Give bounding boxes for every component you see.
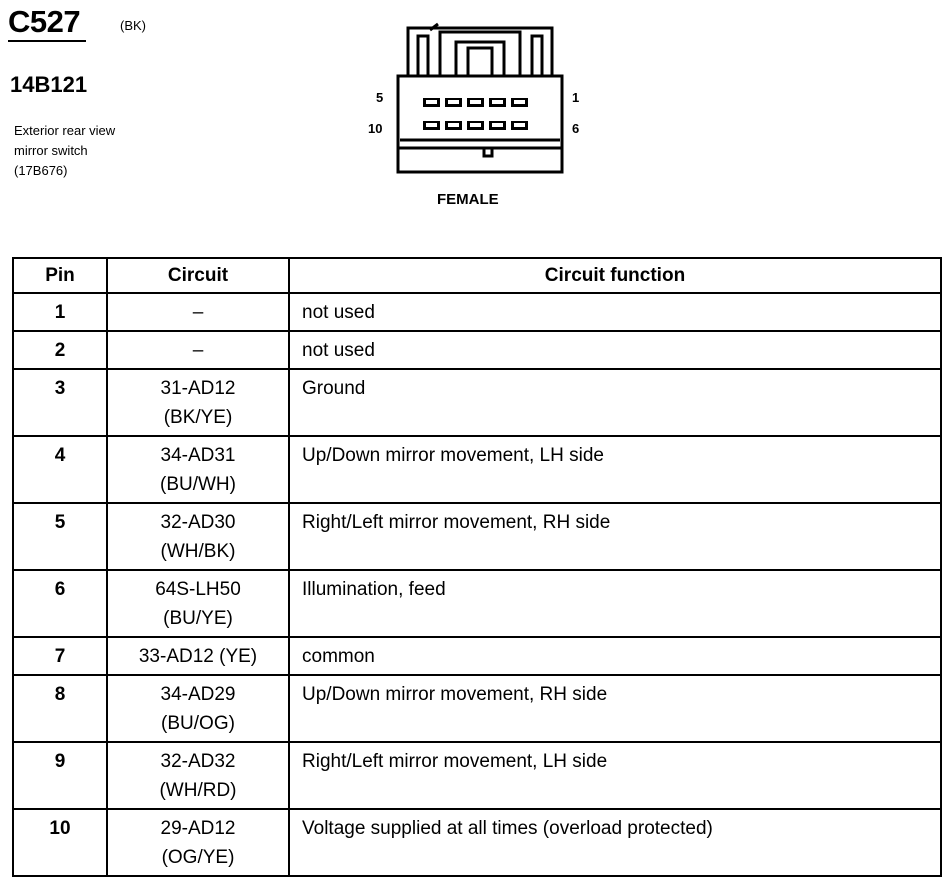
wire-color: (BU/YE)	[163, 608, 233, 629]
pin-number: 7	[13, 637, 107, 675]
pin-number: 2	[13, 331, 107, 369]
wire-color: (BU/OG)	[161, 713, 235, 734]
connector-id: C527	[8, 4, 86, 42]
pin-number: 6	[13, 570, 107, 637]
circuit-cell	[107, 436, 289, 503]
circuit-code: 32-AD30	[160, 512, 236, 533]
pin-number: 4	[13, 436, 107, 503]
circuit-function: common	[289, 637, 941, 675]
table-row	[13, 675, 941, 742]
table-row	[13, 809, 941, 876]
pin-assignment-table	[12, 257, 942, 877]
table-body	[13, 293, 941, 876]
circuit-cell	[107, 637, 289, 675]
connector-face-diagram	[390, 22, 570, 182]
circuit-code: 29-AD12	[160, 818, 236, 839]
circuit-cell	[107, 503, 289, 570]
circuit-cell	[107, 742, 289, 809]
table-header-row	[13, 258, 941, 293]
circuit-cell	[107, 293, 289, 331]
circuit-function: not used	[289, 331, 941, 369]
pin-number: 10	[13, 809, 107, 876]
pin-label-top-right: 1	[572, 90, 580, 105]
connector-color: (BK)	[120, 18, 146, 33]
circuit-function: not used	[289, 293, 941, 331]
table-row	[13, 637, 941, 675]
circuit-cell	[107, 675, 289, 742]
description-line-1: Exterior rear view	[14, 123, 116, 138]
pin-number: 1	[13, 293, 107, 331]
pin-number: 8	[13, 675, 107, 742]
wire-color: (WH/RD)	[159, 780, 237, 801]
column-header-function: Circuit function	[289, 258, 941, 293]
table-row	[13, 742, 941, 809]
pin-number: 5	[13, 503, 107, 570]
pin-label-bottom-right: 6	[572, 121, 580, 136]
circuit-cell	[107, 809, 289, 876]
circuit-function: Illumination, feed	[289, 570, 941, 637]
circuit-function: Ground	[289, 369, 941, 436]
circuit-code: 31-AD12	[160, 378, 236, 399]
circuit-code: –	[192, 302, 204, 323]
circuit-function: Up/Down mirror movement, LH side	[289, 436, 941, 503]
circuit-code: 33-AD12 (YE)	[138, 646, 258, 667]
pin-label-bottom-left: 10	[368, 121, 383, 136]
table-row	[13, 293, 941, 331]
column-header-circuit: Circuit	[107, 258, 289, 293]
pin-number: 9	[13, 742, 107, 809]
connector-gender-label: FEMALE	[437, 191, 499, 208]
circuit-function: Right/Left mirror movement, RH side	[289, 503, 941, 570]
description-line-3: (17B676)	[14, 163, 68, 178]
wire-color: (OG/YE)	[161, 847, 235, 868]
circuit-cell	[107, 331, 289, 369]
circuit-code: 32-AD32	[160, 751, 236, 772]
wire-color: (BK/YE)	[163, 407, 233, 428]
circuit-code: 34-AD29	[160, 684, 236, 705]
circuit-function: Right/Left mirror movement, LH side	[289, 742, 941, 809]
circuit-function: Up/Down mirror movement, RH side	[289, 675, 941, 742]
circuit-cell	[107, 570, 289, 637]
pin-label-top-left: 5	[376, 90, 384, 105]
part-number: 14B121	[10, 72, 88, 97]
pin-number: 3	[13, 369, 107, 436]
description-line-2: mirror switch	[14, 143, 88, 158]
table-row	[13, 503, 941, 570]
wire-color: (BU/WH)	[160, 474, 236, 495]
table-row	[13, 570, 941, 637]
table-row	[13, 331, 941, 369]
circuit-code: 34-AD31	[160, 445, 236, 466]
table-row	[13, 436, 941, 503]
wire-color: (WH/BK)	[160, 541, 236, 562]
circuit-code: –	[192, 340, 204, 361]
column-header-pin: Pin	[13, 258, 107, 293]
table-row	[13, 369, 941, 436]
circuit-cell	[107, 369, 289, 436]
circuit-code: 64S-LH50	[155, 579, 241, 600]
circuit-function: Voltage supplied at all times (overload protected)	[289, 809, 941, 876]
